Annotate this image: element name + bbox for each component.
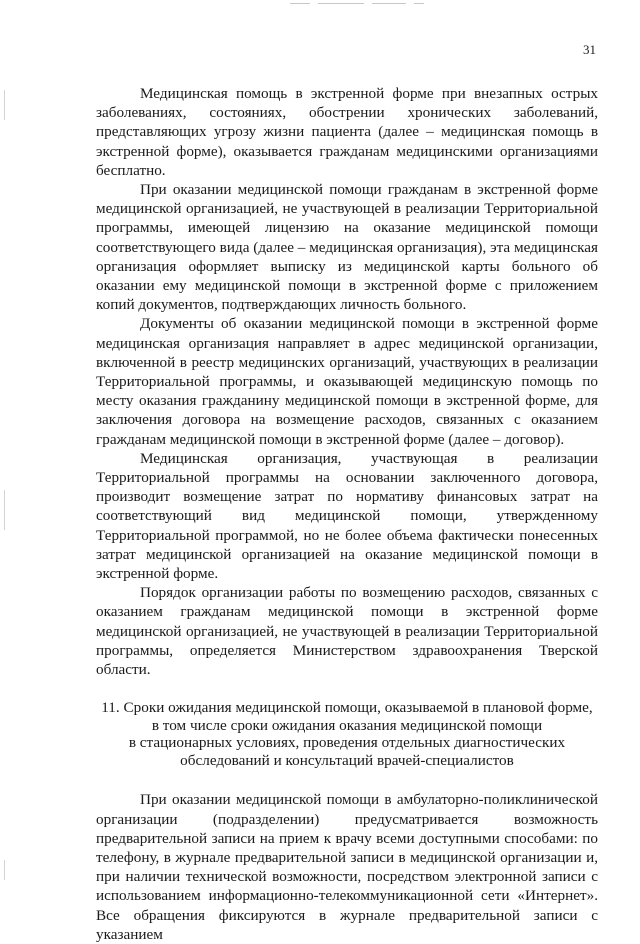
scan-artifact <box>414 3 424 4</box>
paragraph-preliminary-appointment: При оказании медицинской помощи в амбулаторно-поликлинической организации (подразделении) предусматривается возможность предварительной записи на прием к врачу всеми доступными способами: по телефону, в журнале предварительной записи в медицинской организации и, при наличии технической возможности, посредством электронной записи с использованием информационно-телекоммуникационной сети «Интернет». Все обращения фиксируются в журнале предварительной записи с указанием <box>96 791 598 943</box>
paragraph-emergency-care: Медицинская помощь в экстренной форме при внезапных острых заболеваниях, состояниях, обострении хронических заболеваний, представляющих угрозу жизни пациента (далее – медицинская помощь в экстренной форме), оказывается гражданам медицинскими организациями бесплатно. <box>96 85 598 179</box>
scan-artifact <box>4 90 5 120</box>
scan-artifact <box>318 3 364 4</box>
paragraph-non-participating-organization: При оказании медицинской помощи гражданам в экстренной форме медицинской организацией, не участвующей в реализации Территориальной программы, имеющей лицензию на оказание медицинской помощи соответствующего вида (далее – медицинская организация), эта медицинская организация оформляет выписку из медицинской карты больного об оказании ему медицинской помощи в экстренной форме с приложением копий документов, подтверждающих личность больного. <box>96 181 598 314</box>
scan-artifact <box>290 3 310 4</box>
scan-artifact <box>4 490 5 530</box>
document-body <box>96 84 598 944</box>
scan-artifact <box>4 860 5 880</box>
page-number: 31 <box>583 42 596 57</box>
section-heading-line: в том числе сроки ожидания оказания медицинской помощи <box>151 716 543 734</box>
paragraph-reimbursement-procedure: Порядок организации работы по возмещению расходов, связанных с оказанием гражданам медицинской помощи в экстренной форме медицинской организацией, не участвующей в реализации Территориальной программы, определяется Министерством здравоохранения Тверской области. <box>96 584 598 679</box>
section-heading-line: 11. Сроки ожидания медицинской помощи, оказываемой в плановой форме, <box>101 699 593 717</box>
scan-artifact <box>372 3 406 4</box>
paragraph-documents-submission: Документы об оказании медицинской помощи в экстренной форме медицинская организация направляет в адрес медицинской организации, включенной в реестр медицинских организаций, участвующих в реализации Территориальной программы, и оказывающей медицинскую помощь по месту оказания гражданину медицинской помощи в экстренной форме, для заключения договора на возмещение расходов, связанных с оказанием гражданам медицинской помощи в экстренной форме (далее – договор). <box>96 315 598 448</box>
section-heading-line: в стационарных условиях, проведения отдельных диагностических <box>128 734 566 752</box>
paragraph-cost-reimbursement: Медицинская организация, участвующая в реализации Территориальной программы на основании заключенного договора, производит возмещение затрат по нормативу финансовых затрат на соответствующий вид медицинской помощи, утвержденному Территориальной программой, но не более объема фактически понесенных затрат медицинской организацией на оказание медицинской помощи в экстренной форме. <box>96 449 598 583</box>
section-heading-11 <box>96 679 598 790</box>
section-heading-line: обследований и консультаций врачей-специалистов <box>180 751 514 769</box>
